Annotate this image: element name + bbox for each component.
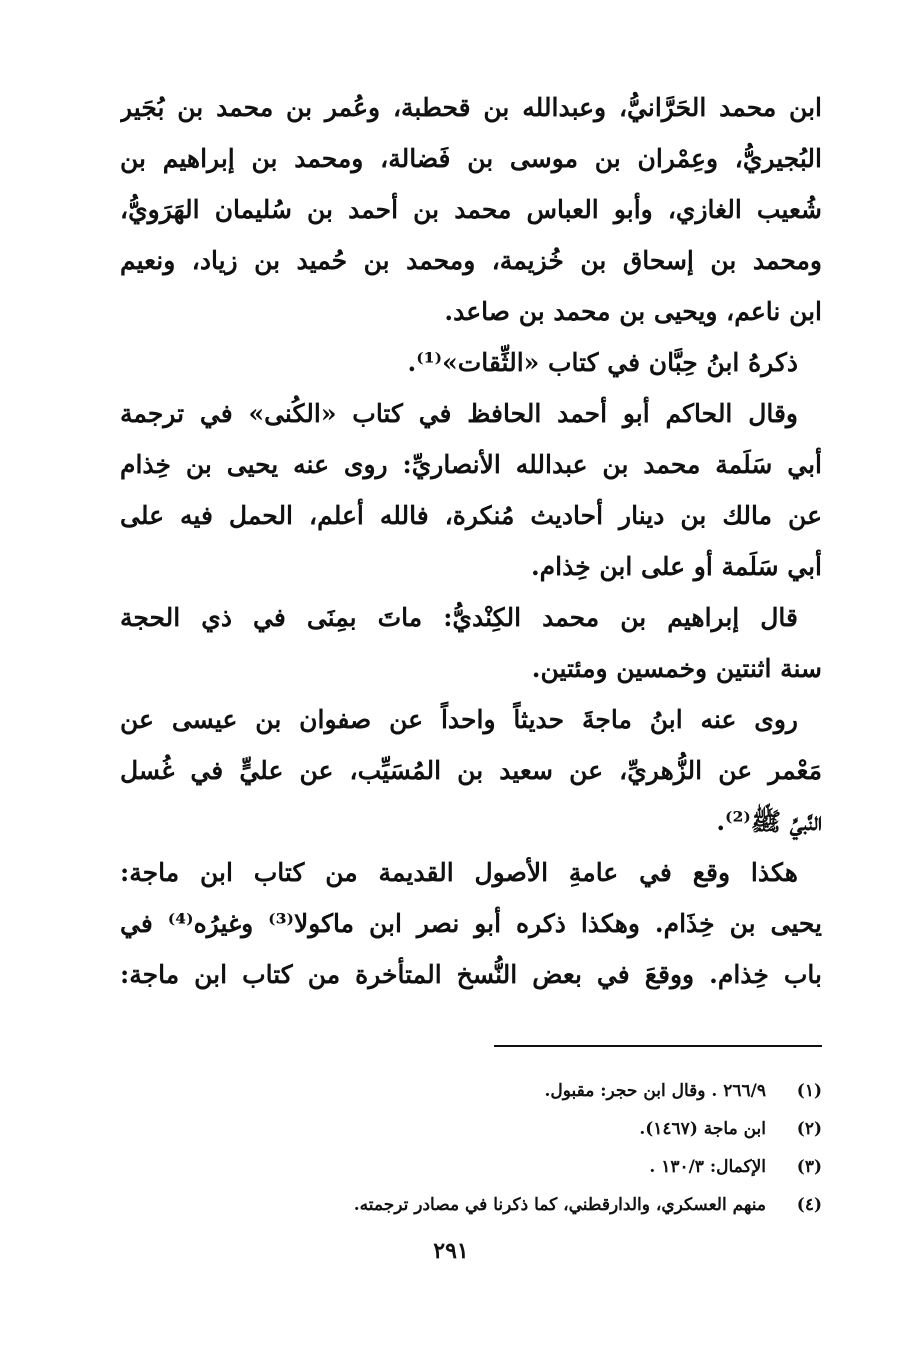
footnote-text: الإكمال: ١٣٠/٣ .: [649, 1157, 766, 1177]
text-line: ابن محمد الحَرَّانيُّ، وعبدالله بن قحطبة، وعُمر بن محمد بن بُجَير: [120, 93, 822, 122]
text-line: ذكرهُ ابنُ حِبَّان في كتاب «الثِّقات»⁽¹⁾.: [407, 348, 798, 377]
text-line: باب خِذام. ووقعَ في بعض النُّسخ المتأخرة من كتاب ابن ماجة:: [120, 960, 822, 989]
text-line: سنة اثنتين وخمسين ومئتين.: [531, 654, 822, 683]
footnote-text: ابن ماجة (١٤٦٧).: [639, 1119, 766, 1139]
text-line: روى عنه ابنُ ماجةَ حديثاً واحداً عن صفوان بن عيسى عن: [120, 705, 798, 734]
footnote-item: [120, 1186, 822, 1224]
page-number: ٢٩١: [433, 1238, 469, 1264]
text-line: ابن ناعم، ويحيى بن محمد بن صاعد.: [444, 297, 822, 326]
footnote-separator: [494, 1045, 822, 1047]
text-line: هكذا وقع في عامةِ الأصول القديمة من كتاب ابن ماجة:: [120, 858, 798, 887]
main-text-body: [120, 82, 822, 1000]
footnote-item: [120, 1148, 822, 1186]
footnote-number: (٣): [796, 1157, 822, 1177]
footnote-number: (١): [796, 1081, 822, 1101]
text-line: وقال الحاكم أبو أحمد الحافظ في كتاب «الكُنى» في ترجمة: [120, 399, 798, 428]
footnote-number: (٤): [796, 1195, 822, 1215]
text-line: أبي سَلَمة أو على ابن خِذام.: [530, 552, 822, 581]
text-line: مَعْمر عن الزُّهريِّ، عن سعيد بن المُسَيِّب، عن عليٍّ في غُسل: [120, 756, 822, 785]
text-line: النَّبيِّ ﷺ⁽²⁾.: [716, 807, 822, 836]
text-line: قال إبراهيم بن محمد الكِنْديُّ: ماتَ بمِنَى في ذي الحجة: [120, 603, 798, 632]
text-line: ومحمد بن إسحاق بن خُزيمة، ومحمد بن حُميد بن زياد، ونعيم: [120, 246, 822, 275]
footnote-text: ٢٦٦/٩ . وقال ابن حجر: مقبول.: [544, 1081, 766, 1101]
footnote-number: (٢): [796, 1119, 822, 1139]
text-line: يحيى بن خِذَام. وهكذا ذكره أبو نصر ابن ماكولا⁽³⁾ وغيرُه⁽⁴⁾ في: [120, 909, 822, 938]
text-line: عن مالك بن دينار أحاديث مُنكرة، فالله أعلم، الحمل فيه على: [120, 501, 822, 530]
text-line: شُعيب الغازي، وأبو العباس محمد بن أحمد بن سُليمان الهَرَويُّ،: [120, 195, 822, 224]
text-line: أبي سَلَمة محمد بن عبدالله الأنصاريِّ: روى عنه يحيى بن خِذام: [120, 450, 822, 479]
footnote-text: منهم العسكري، والدارقطني، كما ذكرنا في مصادر ترجمته.: [353, 1195, 766, 1215]
footnote-item: [120, 1110, 822, 1148]
footnotes: [120, 1072, 822, 1224]
text-line: البُجيريُّ، وعِمْران بن موسى بن فَضالة، ومحمد بن إبراهيم بن: [120, 144, 822, 173]
footnote-item: [120, 1072, 822, 1110]
